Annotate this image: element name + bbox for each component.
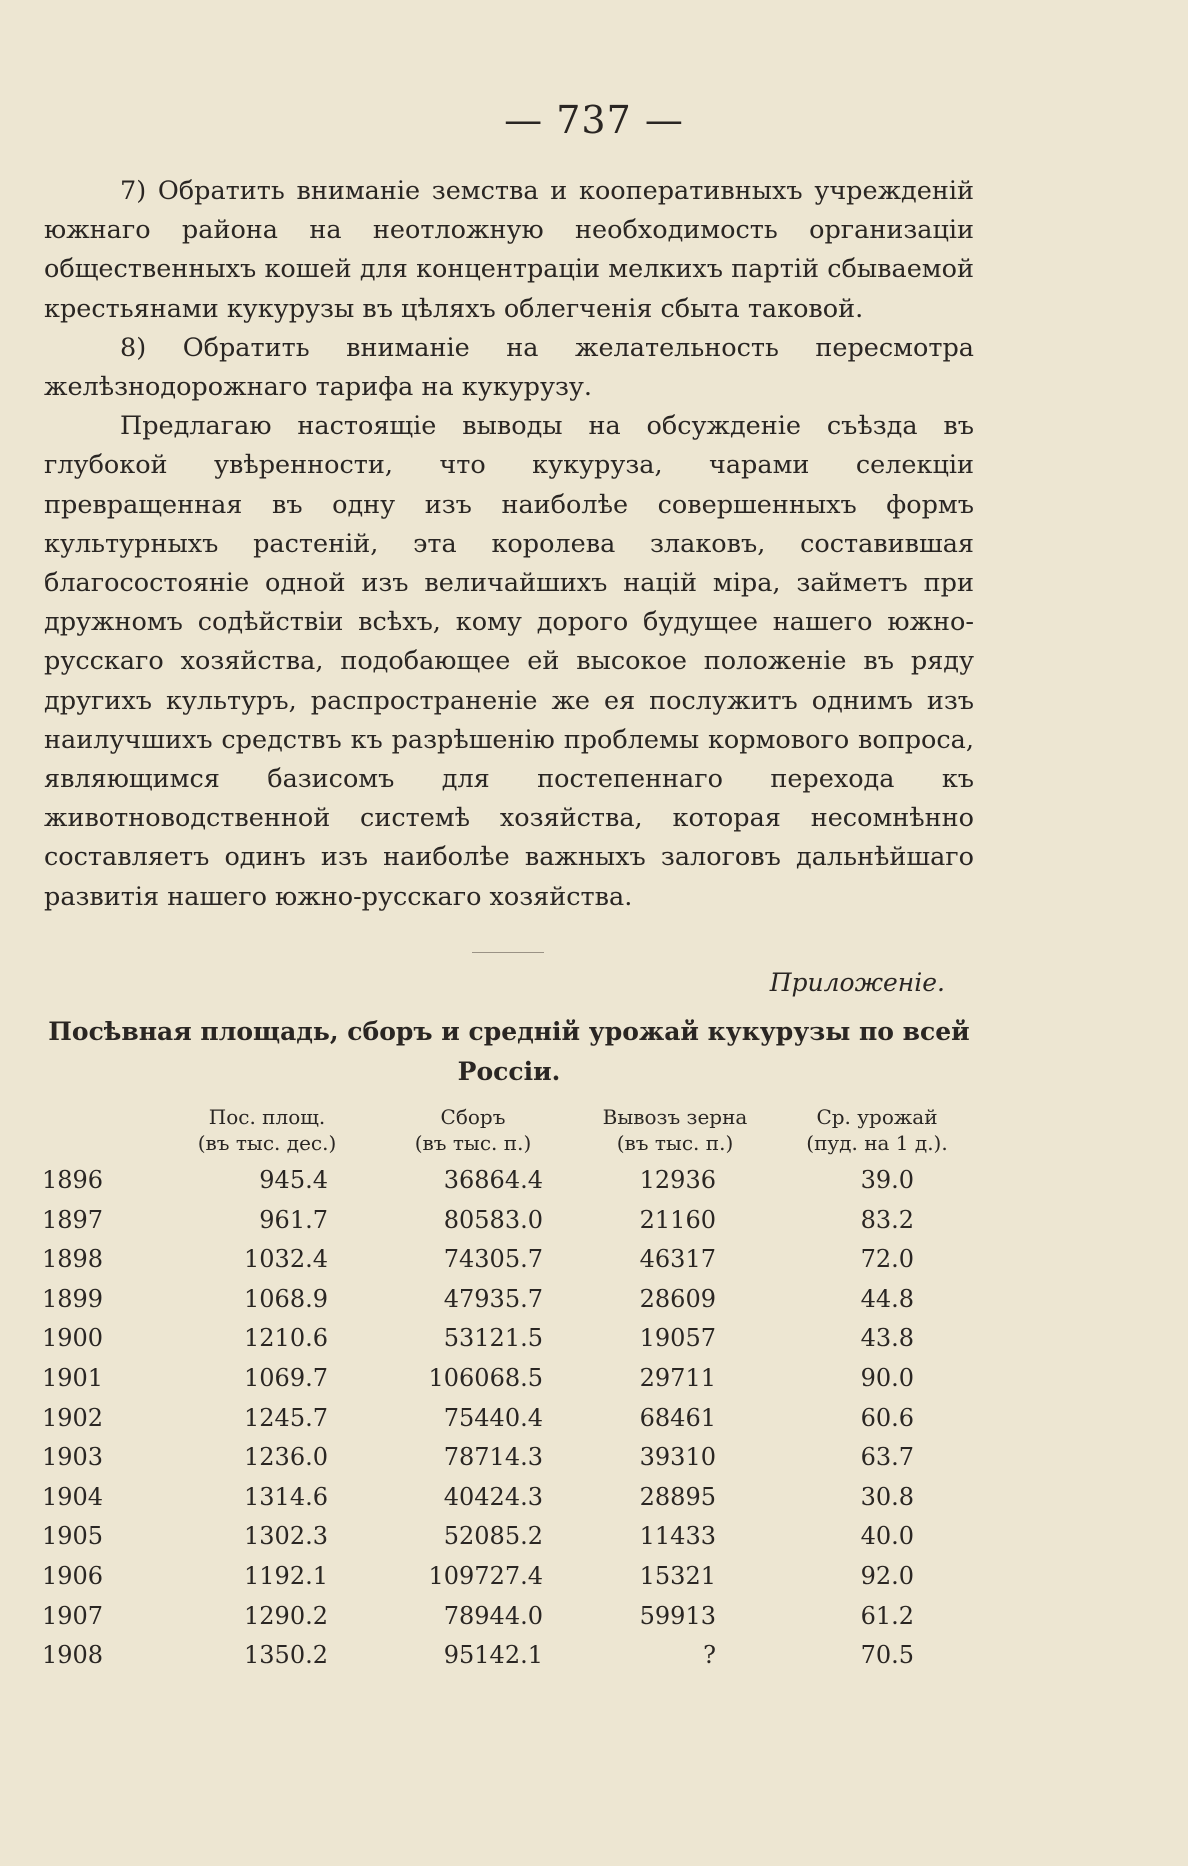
cell-harvest: 95142.1 bbox=[443, 1641, 543, 1670]
section-divider bbox=[472, 952, 544, 953]
cell-yield: 60.6 bbox=[860, 1403, 914, 1432]
cell-harvest: 109727.4 bbox=[428, 1561, 543, 1590]
cell-area: 1290.2 bbox=[244, 1601, 328, 1630]
cell-export: 21160 bbox=[639, 1205, 716, 1234]
cell-harvest: 47935.7 bbox=[443, 1284, 543, 1313]
table-row bbox=[0, 1319, 1188, 1359]
header-harvest-unit: (въ тыс. п.) bbox=[414, 1131, 532, 1155]
cell-export: 46317 bbox=[639, 1245, 716, 1274]
cell-export: 11433 bbox=[639, 1522, 716, 1551]
cell-yield: 40.0 bbox=[860, 1522, 914, 1551]
cell-harvest: 74305.7 bbox=[443, 1245, 543, 1274]
table-row bbox=[0, 1280, 1188, 1320]
cell-export: 12936 bbox=[639, 1166, 716, 1194]
table-title-line-2: Россіи. bbox=[457, 1057, 561, 1086]
table-row bbox=[0, 1240, 1188, 1280]
cell-area: 945.4 bbox=[259, 1166, 328, 1194]
cell-yield: 63.7 bbox=[860, 1443, 914, 1472]
cell-harvest: 78714.3 bbox=[443, 1443, 543, 1472]
cell-yield: 83.2 bbox=[860, 1205, 914, 1234]
cell-yield: 92.0 bbox=[860, 1561, 914, 1590]
cell-area: 1032.4 bbox=[244, 1245, 328, 1274]
cell-year: 1903 bbox=[42, 1443, 104, 1472]
cell-area: 961.7 bbox=[259, 1205, 328, 1234]
header-area bbox=[162, 1104, 372, 1156]
table-row bbox=[0, 1517, 1188, 1557]
body-text bbox=[44, 172, 974, 917]
cell-harvest: 106068.5 bbox=[428, 1363, 543, 1392]
table-header bbox=[0, 1104, 1188, 1160]
table-row bbox=[0, 1201, 1188, 1241]
cell-harvest: 52085.2 bbox=[443, 1522, 543, 1551]
appendix-label: Приложеніе. bbox=[769, 968, 945, 997]
page-number: — 737 — bbox=[504, 98, 684, 142]
table-title bbox=[44, 1012, 974, 1092]
table-title-line-1: Посѣвная площадь, сборъ и среднiй урожай кукурузы по всей bbox=[48, 1017, 970, 1046]
cell-year: 1905 bbox=[42, 1522, 104, 1551]
paragraph-point-7: 7) Обратить вниманіе земства и кооперативныхъ учрежденій южнаго района на неотложную необходимость организаціи общественныхъ кошей для концентраціи мелкихъ партій сбываемой крестьянами кукурузы въ цѣляхъ облегченія сбыта таковой. bbox=[44, 176, 974, 324]
cell-year: 1901 bbox=[42, 1363, 104, 1392]
cell-yield: 39.0 bbox=[860, 1166, 914, 1194]
cell-area: 1068.9 bbox=[244, 1284, 328, 1313]
cell-yield: 72.0 bbox=[860, 1245, 914, 1274]
table-row bbox=[0, 1438, 1188, 1478]
table-row bbox=[0, 1161, 1188, 1201]
header-export-unit: (въ тыс. п.) bbox=[616, 1131, 734, 1155]
cell-area: 1236.0 bbox=[244, 1443, 328, 1472]
header-yield-label: Ср. урожай bbox=[816, 1105, 938, 1129]
cell-yield: 43.8 bbox=[860, 1324, 914, 1353]
cell-area: 1245.7 bbox=[244, 1403, 328, 1432]
cell-export: 68461 bbox=[639, 1403, 716, 1432]
cell-year: 1899 bbox=[42, 1284, 104, 1313]
cell-year: 1896 bbox=[42, 1166, 104, 1194]
cell-area: 1314.6 bbox=[244, 1482, 328, 1511]
cell-area: 1210.6 bbox=[244, 1324, 328, 1353]
cell-year: 1904 bbox=[42, 1482, 104, 1511]
cell-year: 1900 bbox=[42, 1324, 104, 1353]
cell-export: ? bbox=[703, 1641, 716, 1670]
cell-year: 1908 bbox=[42, 1641, 104, 1670]
table-row bbox=[0, 1399, 1188, 1439]
cell-yield: 70.5 bbox=[860, 1641, 914, 1670]
table-row bbox=[0, 1597, 1188, 1637]
cell-area: 1192.1 bbox=[244, 1561, 328, 1590]
table-row bbox=[0, 1359, 1188, 1399]
cell-yield: 44.8 bbox=[860, 1284, 914, 1313]
header-area-label: Пос. площ. bbox=[208, 1105, 326, 1129]
cell-export: 19057 bbox=[639, 1324, 716, 1353]
cell-export: 28895 bbox=[639, 1482, 716, 1511]
cell-yield: 61.2 bbox=[860, 1601, 914, 1630]
table-body bbox=[0, 1161, 1188, 1676]
cell-yield: 90.0 bbox=[860, 1363, 914, 1392]
header-export bbox=[570, 1104, 780, 1156]
cell-year: 1902 bbox=[42, 1403, 104, 1432]
cell-harvest: 78944.0 bbox=[443, 1601, 543, 1630]
cell-year: 1906 bbox=[42, 1561, 104, 1590]
cell-harvest: 36864.4 bbox=[443, 1166, 543, 1194]
cell-export: 28609 bbox=[639, 1284, 716, 1313]
cell-export: 15321 bbox=[639, 1561, 716, 1590]
header-harvest-label: Сборъ bbox=[440, 1105, 506, 1129]
cell-year: 1897 bbox=[42, 1205, 104, 1234]
header-area-unit: (въ тыс. дес.) bbox=[197, 1131, 337, 1155]
cell-harvest: 80583.0 bbox=[443, 1205, 543, 1234]
paragraph-point-8: 8) Обратить вниманіе на желательность пересмотра желѣзнодорожнаго тарифа на кукурузу. bbox=[44, 332, 974, 403]
header-harvest bbox=[368, 1104, 578, 1156]
paragraph-conclusion: Предлагаю настоящіе выводы на обсужденіе съѣзда въ глубокой увѣренности, что кукуруза, чарами селекціи превращенная въ одну изъ наиболѣе совершенныхъ формъ культурныхъ растеній, эта королева злаковъ, составившая благосостояніе одной изъ величайшихъ націй міра, займетъ при дружномъ содѣйствіи всѣхъ, кому дорого будущее нашего южно-русскаго хозяйства, подобающее ей высокое положеніе въ ряду другихъ культуръ, распространеніе же ея послужитъ однимъ изъ наилучшихъ средствъ къ разрѣшенію проблемы кормового вопроса, являющимся базисомъ для постепеннаго перехода къ животноводственной системѣ хозяйства, которая несомнѣнно составляетъ одинъ изъ наиболѣе важныхъ залоговъ дальнѣйшаго развитія нашего южно-русскаго хозяйства. bbox=[44, 411, 974, 912]
header-yield bbox=[772, 1104, 982, 1156]
cell-yield: 30.8 bbox=[860, 1482, 914, 1511]
cell-area: 1302.3 bbox=[244, 1522, 328, 1551]
cell-area: 1350.2 bbox=[244, 1641, 328, 1670]
cell-area: 1069.7 bbox=[244, 1363, 328, 1392]
header-yield-unit: (пуд. на 1 д.). bbox=[806, 1131, 948, 1155]
table-row bbox=[0, 1557, 1188, 1597]
cell-year: 1898 bbox=[42, 1245, 104, 1274]
cell-export: 29711 bbox=[639, 1363, 716, 1392]
header-export-label: Вывозъ зерна bbox=[602, 1105, 748, 1129]
cell-export: 59913 bbox=[639, 1601, 716, 1630]
table-row bbox=[0, 1478, 1188, 1518]
cell-harvest: 75440.4 bbox=[443, 1403, 543, 1432]
cell-export: 39310 bbox=[639, 1443, 716, 1472]
cell-year: 1907 bbox=[42, 1601, 104, 1630]
cell-harvest: 53121.5 bbox=[443, 1324, 543, 1353]
table-row bbox=[0, 1636, 1188, 1676]
cell-harvest: 40424.3 bbox=[443, 1482, 543, 1511]
